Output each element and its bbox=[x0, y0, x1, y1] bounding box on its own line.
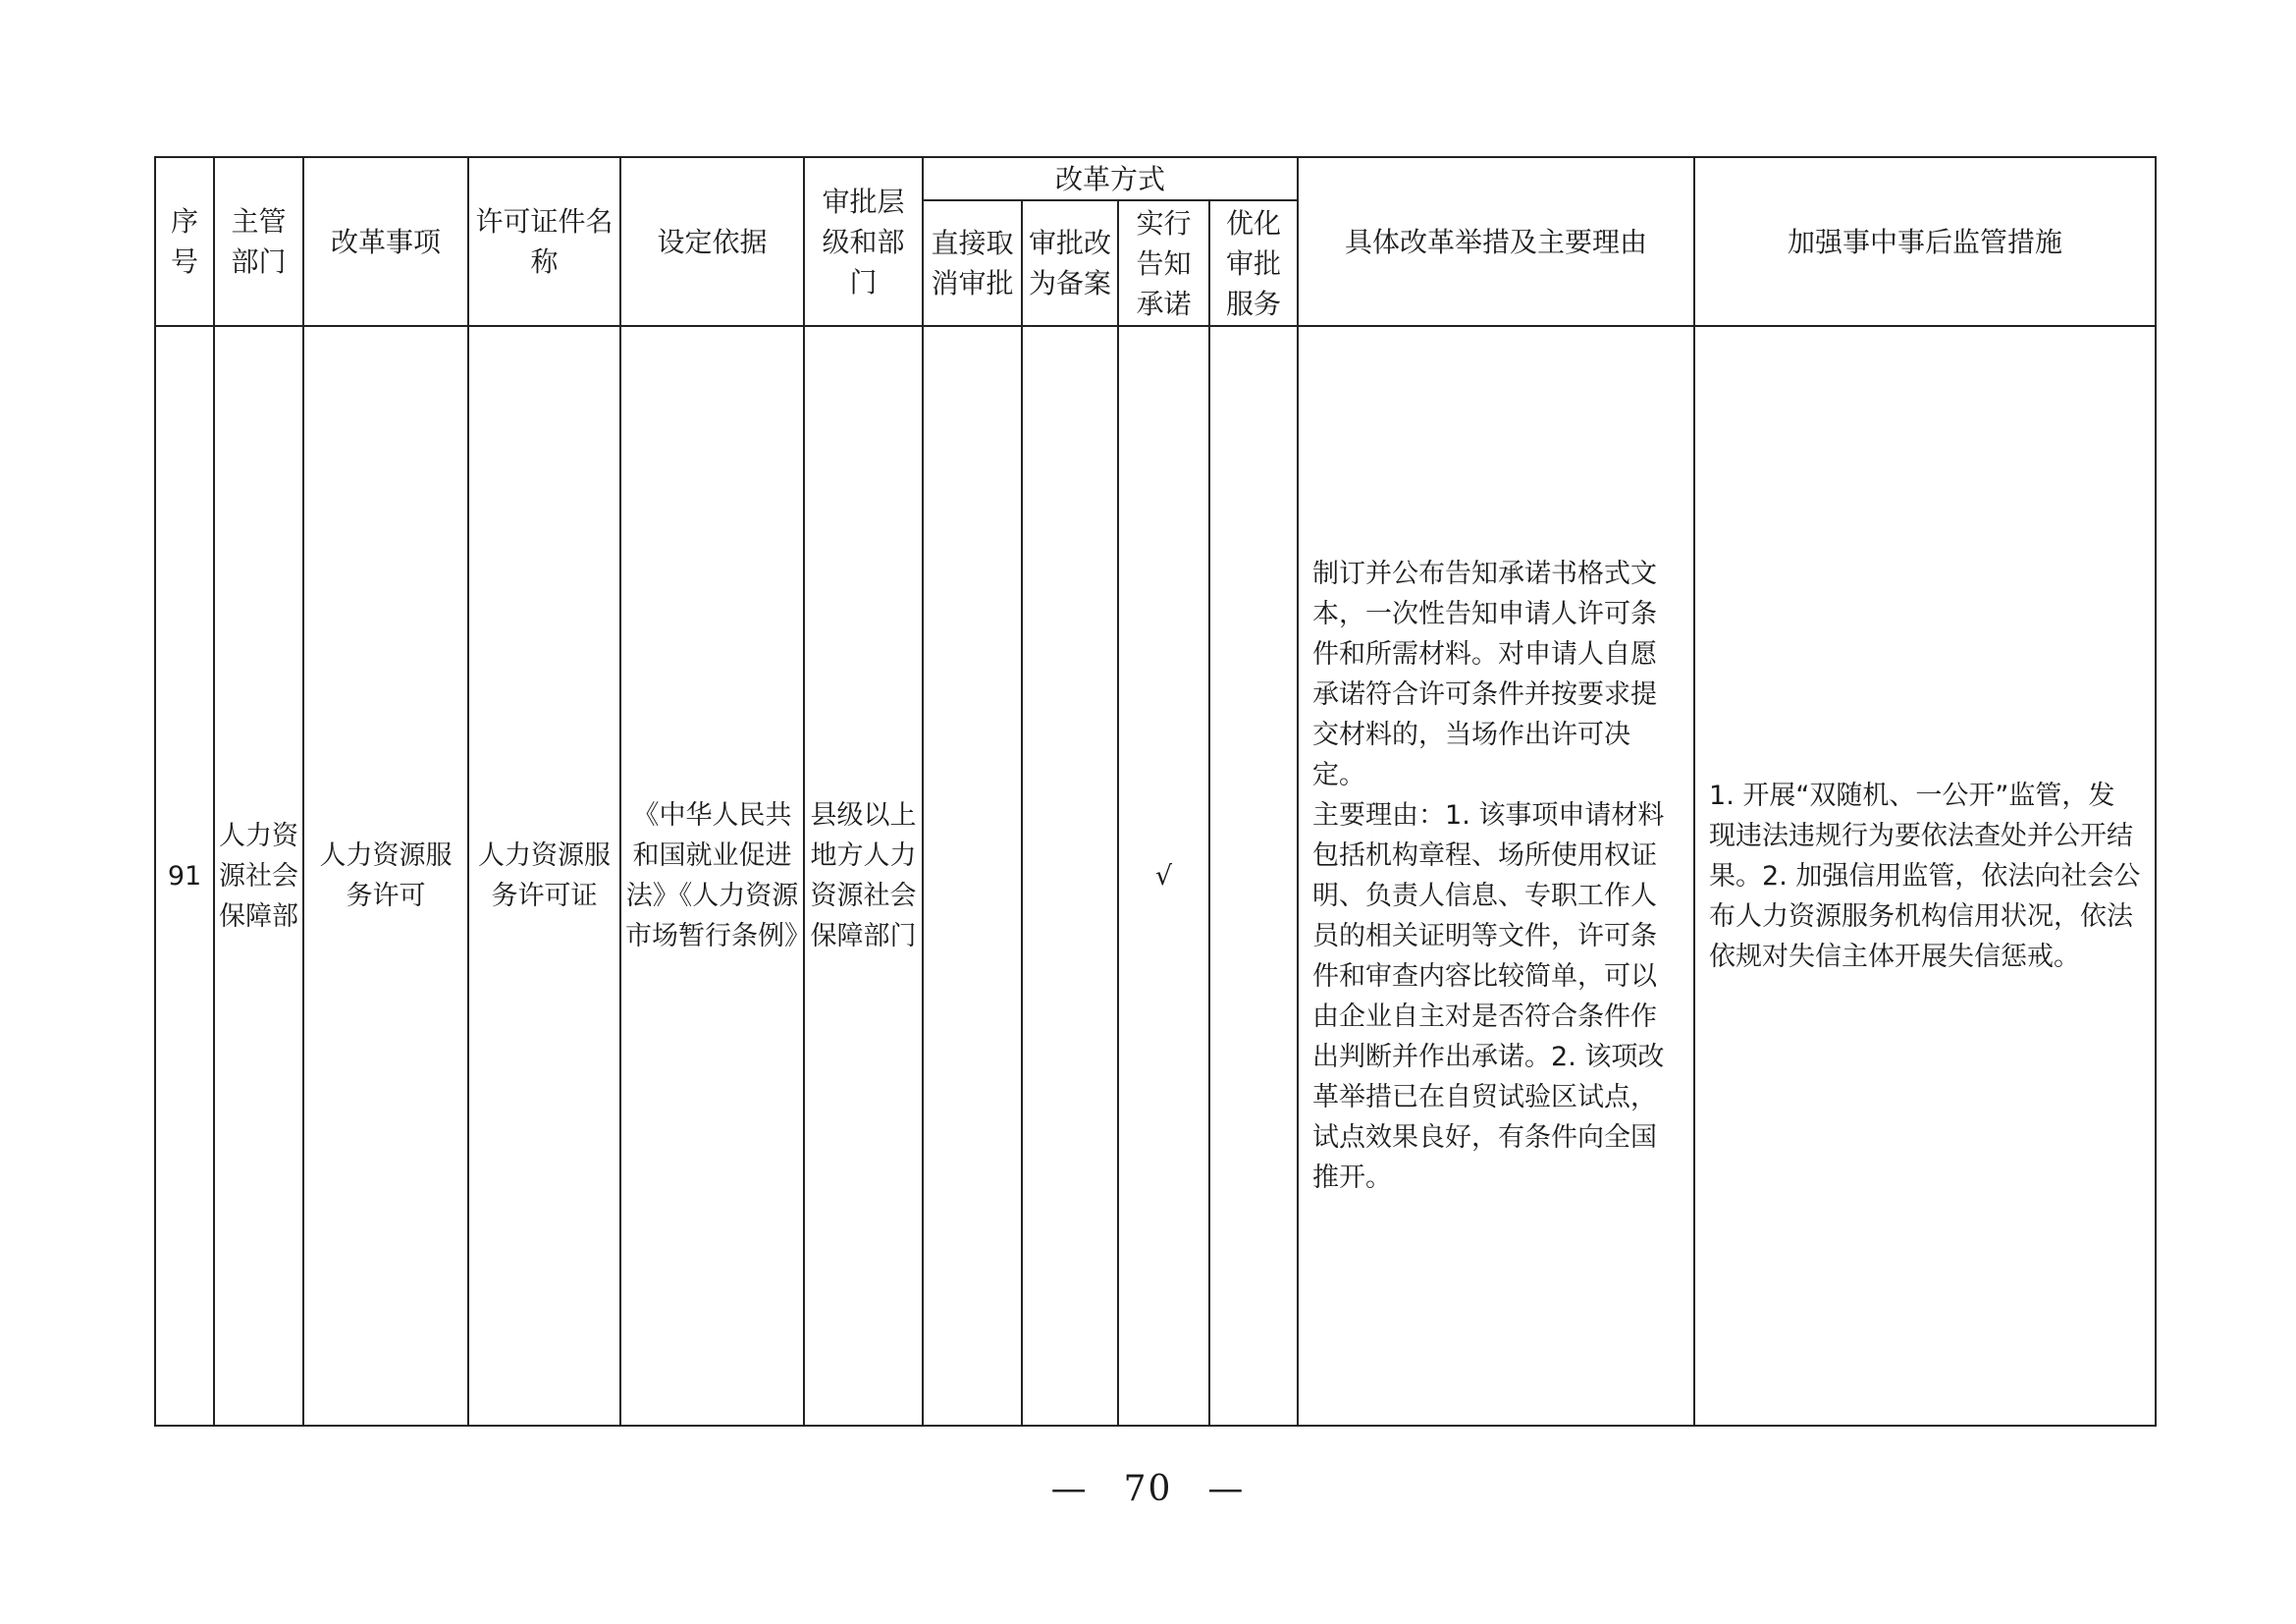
cell-dept: 人力资源社会保障部 bbox=[214, 326, 303, 1426]
header-row bbox=[155, 157, 2156, 200]
page-footer bbox=[0, 1469, 2296, 1509]
header-license: 许可证件名称 bbox=[468, 157, 620, 326]
cell-license: 人力资源服务许可证 bbox=[468, 326, 620, 1426]
cell-item: 人力资源服务许可 bbox=[303, 326, 468, 1426]
header-basis: 设定依据 bbox=[620, 157, 804, 326]
cell-supervision: 1. 开展“双随机、一公开”监管，发现违法违规行为要依法查处并公开结果。2. 加强信用监管，依法向社会公布人力资源服务机构信用状况，依法依规对失信主体开展失信惩戒。 bbox=[1694, 326, 2156, 1426]
header-dept: 主管部门 bbox=[214, 157, 303, 326]
cell-basis: 《中华人民共和国就业促进法》《人力资源市场暂行条例》 bbox=[620, 326, 804, 1426]
table-row bbox=[155, 326, 2156, 1426]
cell-level: 县级以上地方人力资源社会保障部门 bbox=[804, 326, 923, 1426]
reform-table bbox=[154, 156, 2157, 1427]
page-number: 70 bbox=[1123, 1469, 1173, 1509]
header-mode-filing: 审批改为备案 bbox=[1022, 200, 1118, 326]
header-measures: 具体改革举措及主要理由 bbox=[1298, 157, 1694, 326]
cell-mode-notify: √ bbox=[1118, 326, 1209, 1426]
cell-measures: 制订并公布告知承诺书格式文本，一次性告知申请人许可条件和所需材料。对申请人自愿承诺符合许可条件并按要求提交材料的，当场作出许可决定。 主要理由：1. 该事项申请材料包括机构章程、场所使用权证明、负责人信息、专职工作人员的相关证明等文件，许可条件和审查内容比较简单，可以由企业自主对是否符合条件作出判断并作出承诺。2. 该项改革举措已在自贸试验区试点，试点效果良好，有条件向全国推开。 bbox=[1298, 326, 1694, 1426]
header-mode-cancel: 直接取消审批 bbox=[923, 200, 1022, 326]
header-mode-notify: 实行告知承诺 bbox=[1118, 200, 1209, 326]
cell-mode-filing bbox=[1022, 326, 1118, 1426]
header-mode-optimize: 优化审批服务 bbox=[1209, 200, 1298, 326]
header-mode-group: 改革方式 bbox=[923, 157, 1298, 200]
header-level: 审批层级和部门 bbox=[804, 157, 923, 326]
footer-dash-right: — bbox=[1207, 1469, 1246, 1509]
cell-mode-optimize bbox=[1209, 326, 1298, 1426]
header-supervision: 加强事中事后监管措施 bbox=[1694, 157, 2156, 326]
header-seq: 序号 bbox=[155, 157, 214, 326]
header-item: 改革事项 bbox=[303, 157, 468, 326]
footer-dash-left: — bbox=[1050, 1469, 1089, 1509]
cell-seq: 91 bbox=[155, 326, 214, 1426]
cell-mode-cancel bbox=[923, 326, 1022, 1426]
